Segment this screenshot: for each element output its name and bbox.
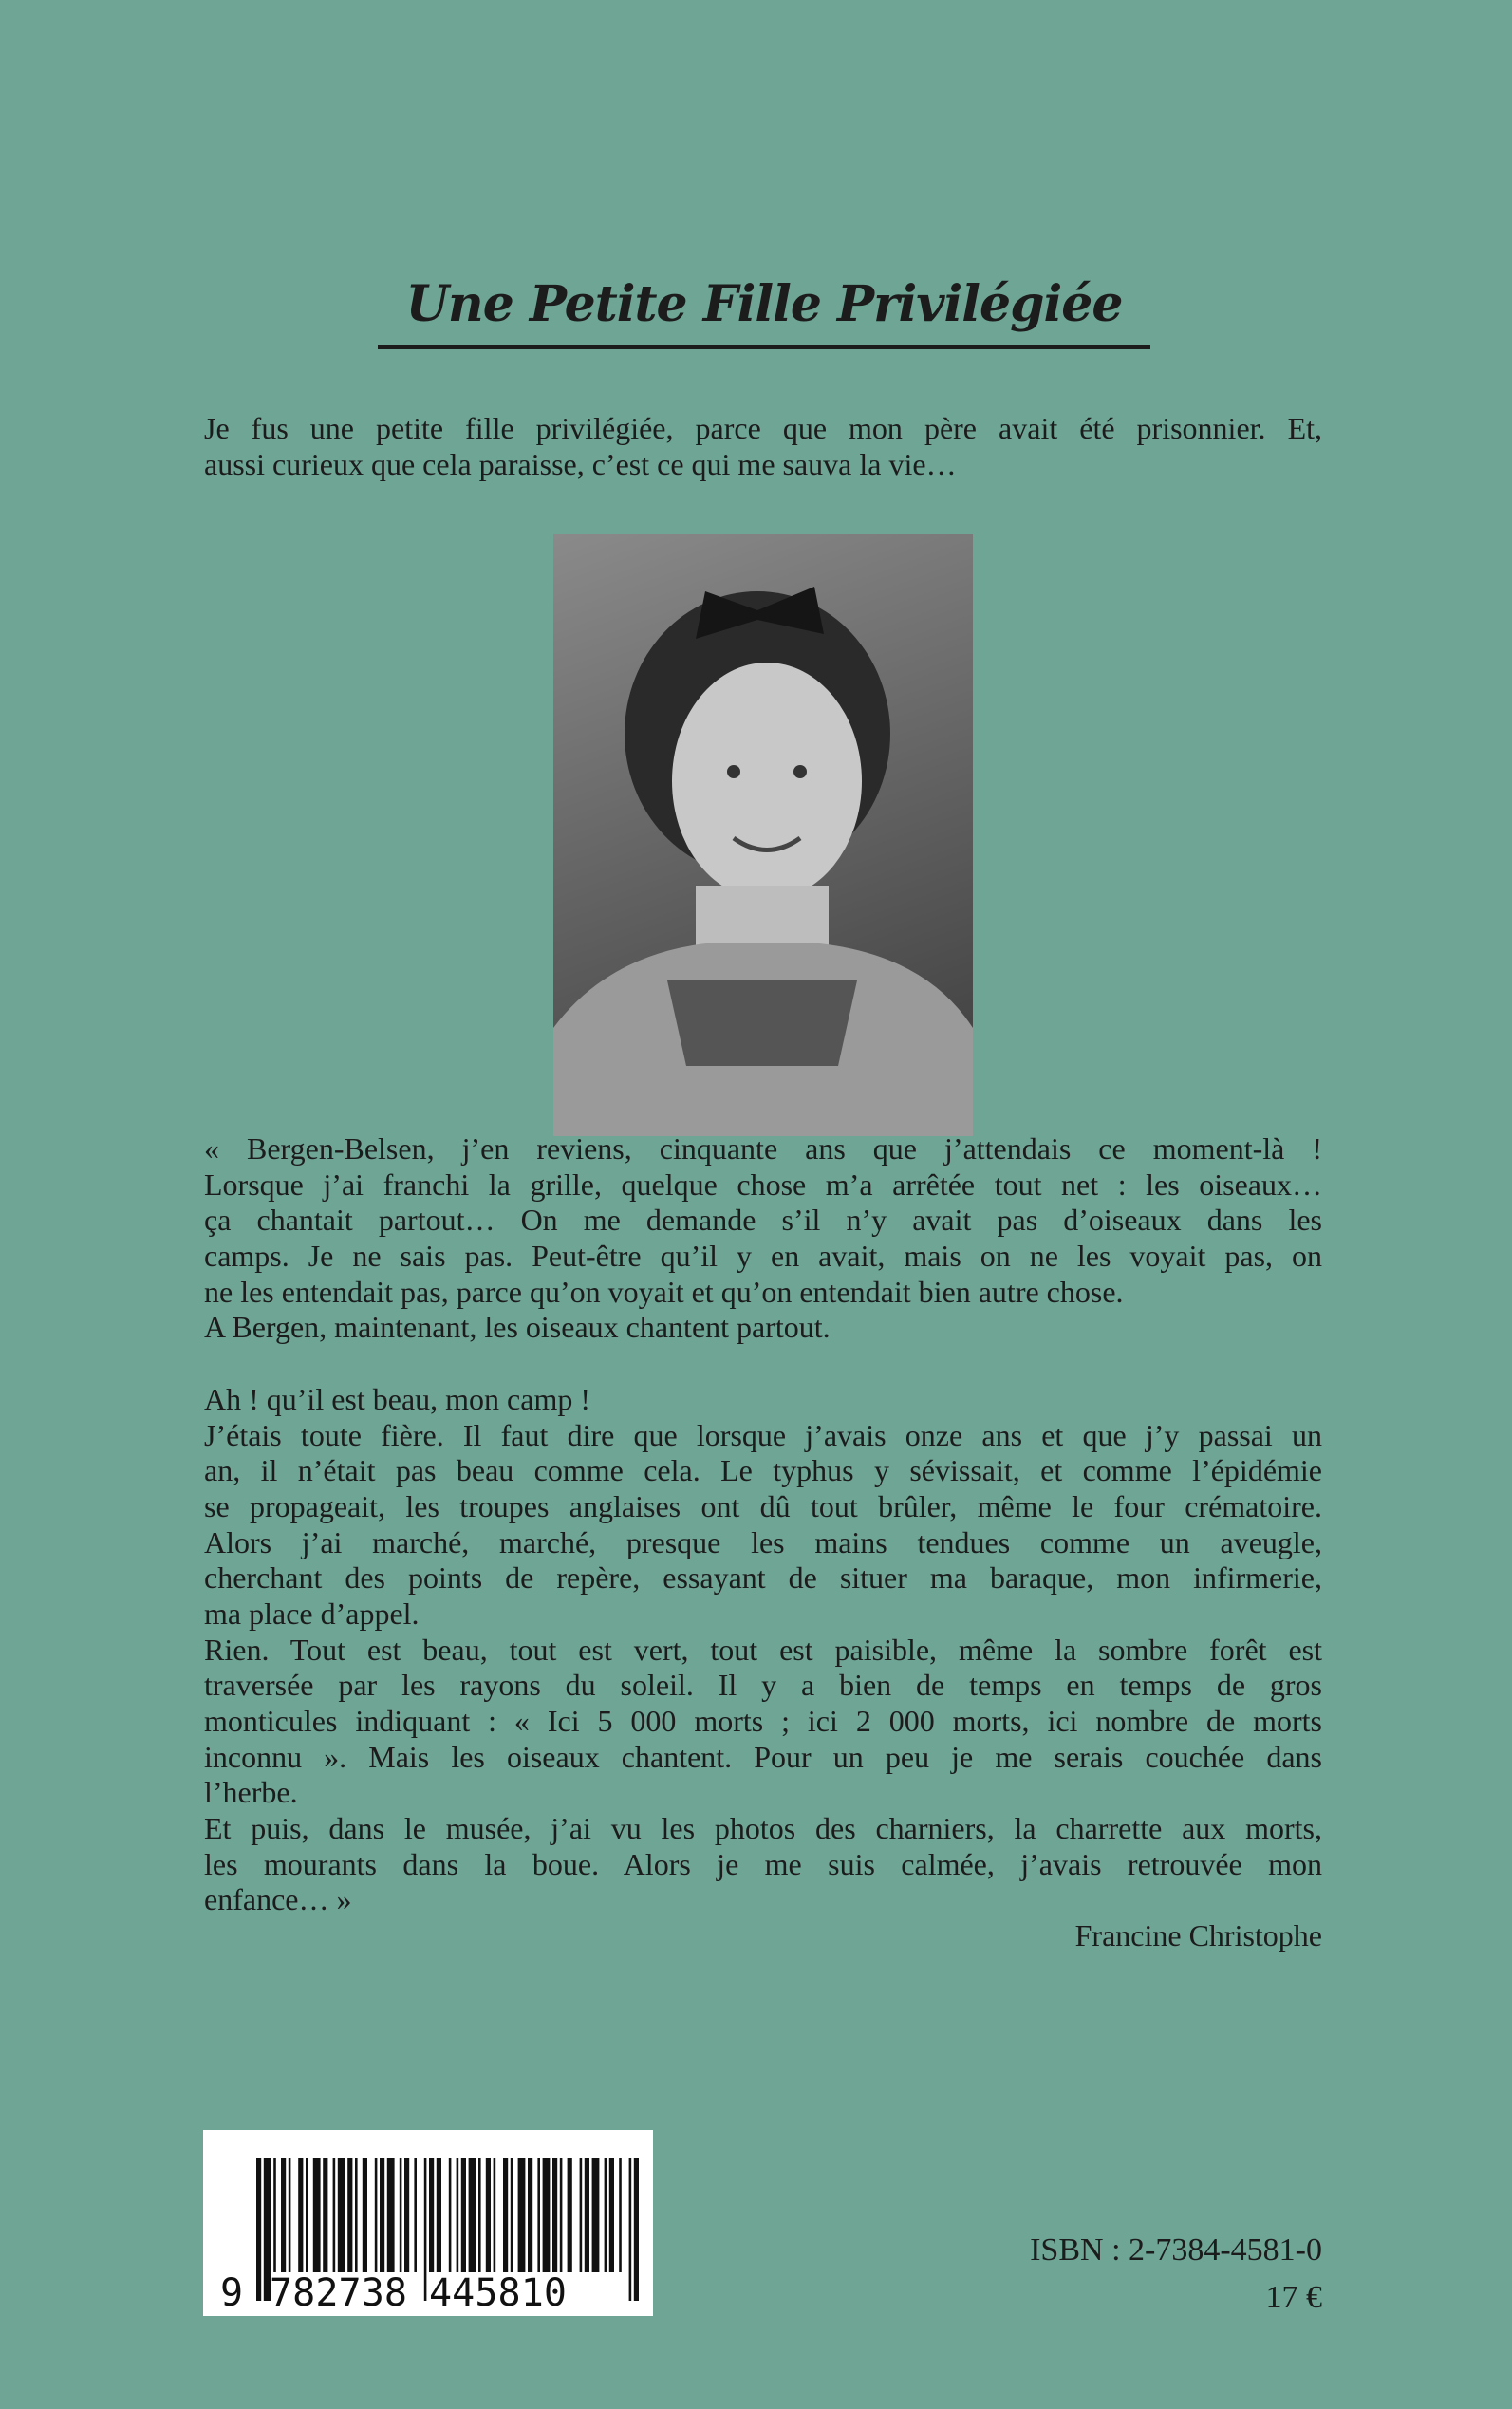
barcode-bar — [457, 2158, 459, 2272]
barcode-digits-right: 445810 — [429, 2271, 567, 2315]
barcode-bar — [256, 2158, 261, 2301]
intro-paragraph — [204, 411, 1322, 482]
barcode-bar — [629, 2158, 632, 2301]
text-line: Rien. Tout est beau, tout est vert, tout est paisible, même la sombre forêt est — [204, 1632, 1322, 1667]
text-line: Lorsque j’ai franchi la grille, quelque chose m’a arrêtée tout net : les oiseaux… — [204, 1167, 1322, 1202]
text-line: ma place d’appel. — [204, 1596, 420, 1631]
barcode-bar — [568, 2158, 572, 2272]
text-line: ne les entendait pas, parce qu’on voyait et qu’on entendait bien autre chose. — [204, 1274, 1124, 1309]
text-line: enfance… » — [204, 1882, 352, 1917]
barcode-bar — [273, 2158, 276, 2272]
text-line: Alors j’ai marché, marché, presque les mains tendues comme un aveugle, — [204, 1524, 1322, 1559]
barcode-bar — [605, 2158, 607, 2272]
text-line: les mourants dans la boue. Alors je me suis calmée, j’avais retrouvée mon — [204, 1846, 1322, 1881]
text-line: traversée par les rayons du soleil. Il y a bien de temps en temps de gros — [204, 1668, 1322, 1703]
text-line: Je fus une petite fille privilégiée, parce que mon père avait été prisonnier. Et, — [204, 411, 1322, 445]
text-line: A Bergen, maintenant, les oiseaux chantent partout. — [204, 1310, 831, 1345]
barcode-bar — [518, 2158, 526, 2272]
text-line: aussi curieux que cela paraisse, c’est ce qui me sauva la vie… — [204, 446, 957, 481]
isbn: ISBN : 2-7384-4581-0 — [1030, 2232, 1322, 2268]
girl-portrait-photo — [553, 534, 973, 1136]
text-line: monticules indiquant : « Ici 5 000 morts ; ici 2 000 morts, ici nombre de morts — [204, 1704, 1322, 1738]
barcode-bar — [333, 2158, 336, 2272]
barcode — [203, 2130, 653, 2316]
barcode-bar — [560, 2158, 563, 2272]
barcode-bar — [323, 2158, 327, 2272]
barcode-bar — [552, 2158, 557, 2272]
barcode-bar — [592, 2158, 600, 2272]
barcode-bar — [306, 2158, 308, 2272]
barcode-bar — [363, 2158, 367, 2272]
barcode-bars — [203, 2130, 653, 2316]
barcode-bar — [619, 2158, 622, 2272]
barcode-bar — [313, 2158, 321, 2272]
barcode-bar — [503, 2158, 508, 2272]
text-line: an, il n’était pas beau comme cela. Le typhus y sévissait, et comme l’épidémie — [204, 1453, 1322, 1488]
price: 17 € — [1265, 2280, 1322, 2315]
barcode-bar — [585, 2158, 589, 2272]
barcode-bar — [449, 2158, 452, 2272]
barcode-bar — [347, 2158, 352, 2272]
barcode-bar — [528, 2158, 532, 2272]
barcode-bar — [634, 2158, 639, 2301]
barcode-bar — [478, 2158, 481, 2272]
quote-paragraph — [204, 1131, 1322, 1954]
author-name: Francine Christophe — [1074, 1918, 1322, 1953]
barcode-digits-left: 782738 — [270, 2271, 407, 2315]
text-line: Ah ! qu’il est beau, mon camp ! — [204, 1381, 590, 1416]
text-line: inconnu ». Mais les oiseaux chantent. Pour un peu je me serais couchée dans — [204, 1739, 1322, 1774]
book-title: Une Petite Fille Privilégiée — [405, 275, 1123, 333]
barcode-bar — [400, 2158, 402, 2272]
barcode-bar — [461, 2158, 466, 2272]
barcode-bar — [437, 2158, 441, 2272]
barcode-bar — [338, 2158, 345, 2272]
text-line: l’herbe. — [204, 1775, 298, 1810]
barcode-bar — [580, 2158, 583, 2272]
barcode-bar — [469, 2158, 476, 2272]
text-line: ça chantait partout… On me demande s’il n’y avait pas d’oiseaux dans les — [204, 1203, 1322, 1238]
text-line: camps. Je ne sais pas. Peut-être qu’il y en avait, mais on ne les voyait pas, on — [204, 1239, 1322, 1274]
barcode-bar — [355, 2158, 358, 2272]
barcode-bar — [298, 2158, 303, 2272]
barcode-bar — [387, 2158, 395, 2272]
barcode-digit-first: 9 — [220, 2271, 244, 2315]
barcode-bar — [609, 2158, 614, 2272]
barcode-bar — [414, 2158, 417, 2272]
barcode-bar — [543, 2158, 551, 2272]
barcode-bar — [537, 2158, 540, 2272]
text-line: se propageait, les troupes anglaises ont dû tout brûler, même le four crématoire. — [204, 1488, 1322, 1523]
barcode-bar — [375, 2158, 378, 2272]
barcode-bar — [511, 2158, 513, 2272]
barcode-bar — [404, 2158, 409, 2272]
barcode-bar — [281, 2158, 286, 2272]
barcode-bar — [289, 2158, 291, 2272]
barcode-bar — [494, 2158, 496, 2272]
text-line: Et puis, dans le musée, j’ai vu les photos des charniers, la charrette aux morts, — [204, 1811, 1322, 1846]
barcode-bar — [424, 2158, 427, 2301]
text-line: cherchant des points de repère, essayant de situer ma baraque, mon infirmerie, — [204, 1560, 1322, 1596]
text-line: « Bergen-Belsen, j’en reviens, cinquante ans que j’attendais ce moment-là ! — [204, 1131, 1322, 1166]
barcode-bar — [429, 2158, 434, 2272]
text-line: J’étais toute fière. Il faut dire que lorsque j’avais onze ans et que j’y passai un — [204, 1417, 1322, 1452]
barcode-bar — [380, 2158, 384, 2272]
barcode-bar — [486, 2158, 491, 2272]
title-underline — [378, 345, 1150, 349]
